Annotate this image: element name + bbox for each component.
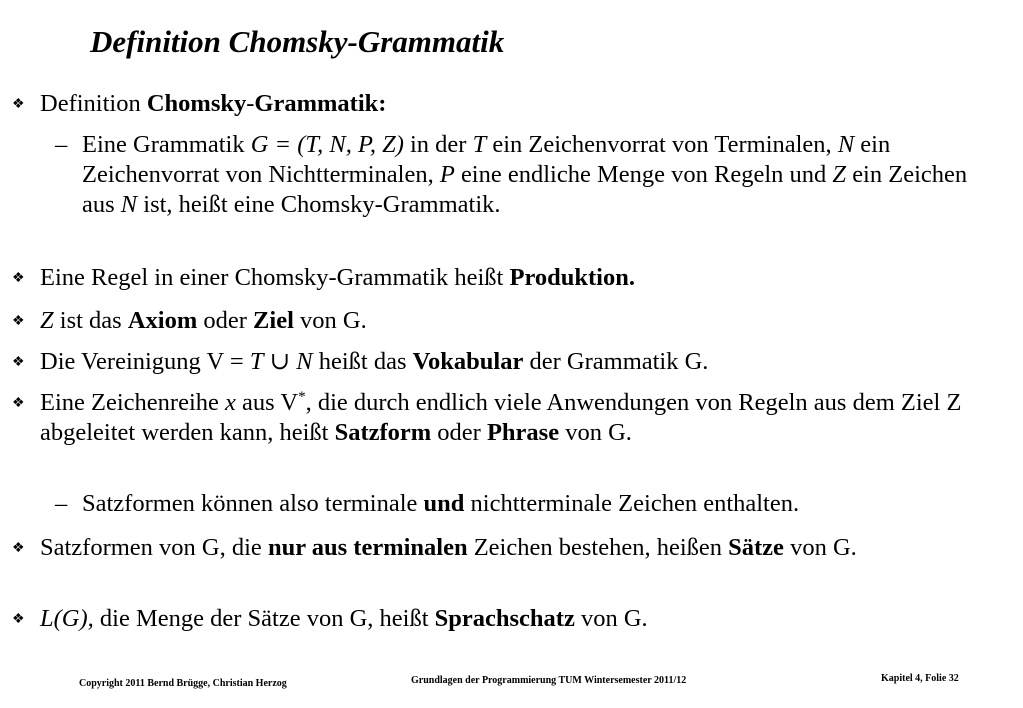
subbullet-grammar-definition: – Eine Grammatik G = (T, N, P, Z) in der T ein Zeichenvorrat von Terminalen, N ein Zeichenvorrat von Nichtterminalen, P eine endliche Menge von Regeln und Z ein Zeichen aus N ist, heißt eine Chomsky-Grammatik.	[55, 131, 968, 218]
bullet-vokabular: ❖ Die Vereinigung V = T ∪ N heißt das Vokabular der Grammatik G.	[12, 348, 709, 375]
slide-title: Definition Chomsky-Grammatik	[90, 24, 505, 59]
diamond-bullet-icon: ❖	[12, 271, 25, 286]
diamond-bullet-icon: ❖	[12, 355, 25, 370]
diamond-bullet-icon: ❖	[12, 612, 25, 627]
bullet-sprachschatz: ❖ L(G), die Menge der Sätze von G, heißt Sprachschatz von G.	[12, 605, 648, 632]
diamond-bullet-icon: ❖	[12, 97, 25, 112]
bullet-definition: ❖ Definition Chomsky-Grammatik:	[12, 90, 387, 117]
diamond-bullet-icon: ❖	[12, 314, 25, 329]
subbullet-satzform: – Satzformen können also terminale und nichtterminale Zeichen enthalten.	[55, 490, 800, 517]
diamond-bullet-icon: ❖	[12, 541, 25, 556]
footer-course: Grundlagen der Programmierung TUM Wintersemester 2011/12	[411, 675, 687, 686]
bullet-saetze: ❖ Satzformen von G, die nur aus terminalen Zeichen bestehen, heißen Sätze von G.	[12, 534, 857, 561]
bullet-satzform: ❖ Eine Zeichenreihe x aus V*, die durch endlich viele Anwendungen von Regeln aus dem Ziel Z abgeleitet werden kann, heißt Satzform oder Phrase von G.	[12, 389, 962, 446]
footer-slide-number: Kapitel 4, Folie 32	[881, 673, 959, 684]
dash-bullet: –	[55, 490, 68, 517]
diamond-bullet-icon: ❖	[12, 396, 25, 411]
bullet-produktion: ❖ Eine Regel in einer Chomsky-Grammatik heißt Produktion.	[12, 264, 635, 291]
dash-bullet: –	[55, 131, 68, 158]
footer-copyright: Copyright 2011 Bernd Brügge, Christian Herzog	[79, 678, 287, 689]
bullet-axiom: ❖ Z ist das Axiom oder Ziel von G.	[12, 307, 367, 334]
